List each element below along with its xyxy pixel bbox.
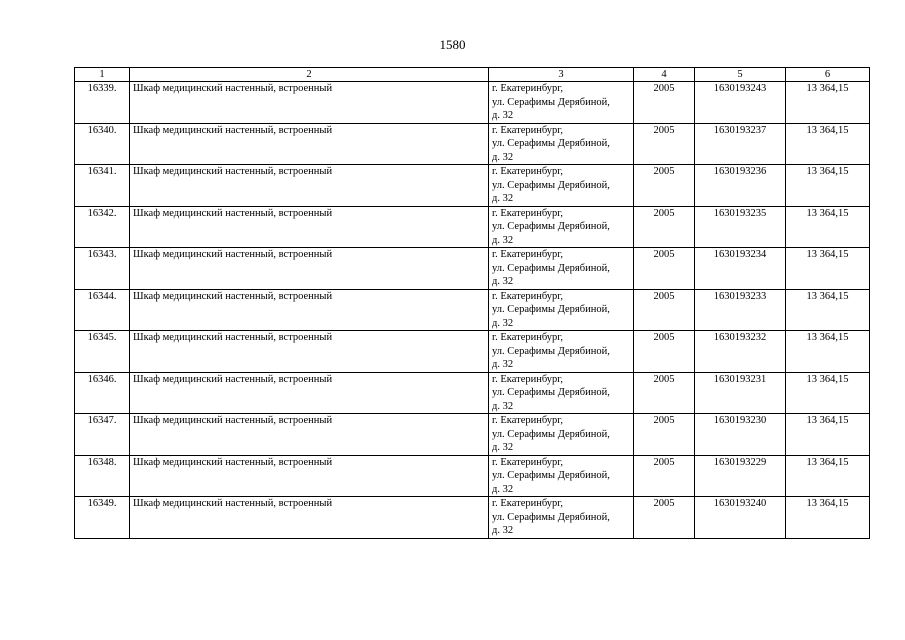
item-name: Шкаф медицинский настенный, встроенный xyxy=(130,289,489,331)
address-building: д. 32 xyxy=(492,234,514,246)
row-number: 16345. xyxy=(75,331,130,373)
item-year: 2005 xyxy=(634,289,695,331)
item-cost: 13 364,15 xyxy=(786,82,870,124)
item-address xyxy=(489,372,634,414)
column-header-address: 3 xyxy=(489,68,634,82)
row-number: 16349. xyxy=(75,497,130,539)
inventory-number: 1630193231 xyxy=(695,372,786,414)
item-year: 2005 xyxy=(634,248,695,290)
address-city: г. Екатеринбург, xyxy=(492,207,564,219)
item-address xyxy=(489,165,634,207)
address-street: ул. Серафимы Дерябиной, xyxy=(492,428,610,440)
item-name: Шкаф медицинский настенный, встроенный xyxy=(130,248,489,290)
row-number: 16346. xyxy=(75,372,130,414)
table-header-row xyxy=(75,68,870,82)
item-cost: 13 364,15 xyxy=(786,165,870,207)
item-year: 2005 xyxy=(634,165,695,207)
address-building: д. 32 xyxy=(492,442,514,453)
item-name: Шкаф медицинский настенный, встроенный xyxy=(130,82,489,124)
address-city: г. Екатеринбург, xyxy=(492,290,564,302)
address-city: г. Екатеринбург, xyxy=(492,166,564,177)
address-city: г. Екатеринбург, xyxy=(492,415,564,426)
inventory-number: 1630193237 xyxy=(695,123,786,165)
item-address xyxy=(489,289,634,331)
inventory-number: 1630193232 xyxy=(695,331,786,373)
column-header-year: 4 xyxy=(634,68,695,82)
address-building: д. 32 xyxy=(492,400,514,412)
table-row xyxy=(75,206,870,248)
address-building: д. 32 xyxy=(492,525,514,536)
table-row xyxy=(75,372,870,414)
address-street: ул. Серафимы Дерябиной, xyxy=(492,262,610,274)
item-address xyxy=(489,414,634,456)
inventory-number: 1630193243 xyxy=(695,82,786,124)
address-city: г. Екатеринбург, xyxy=(492,332,564,343)
column-header-number: 1 xyxy=(75,68,130,82)
item-year: 2005 xyxy=(634,206,695,248)
address-street: ул. Серафимы Дерябиной, xyxy=(492,221,610,232)
table-row xyxy=(75,123,870,165)
item-cost: 13 364,15 xyxy=(786,372,870,414)
table-row xyxy=(75,165,870,207)
address-building: д. 32 xyxy=(492,359,514,370)
item-name: Шкаф медицинский настенный, встроенный xyxy=(130,414,489,456)
item-cost: 13 364,15 xyxy=(786,331,870,373)
inventory-number: 1630193230 xyxy=(695,414,786,456)
page-number: 1580 xyxy=(439,37,466,52)
address-street: ул. Серафимы Дерябиной, xyxy=(492,387,610,398)
address-street: ул. Серафимы Дерябиной, xyxy=(492,138,610,149)
item-year: 2005 xyxy=(634,331,695,373)
table-row xyxy=(75,289,870,331)
inventory-number: 1630193236 xyxy=(695,165,786,207)
item-cost: 13 364,15 xyxy=(786,123,870,165)
item-cost: 13 364,15 xyxy=(786,497,870,539)
item-year: 2005 xyxy=(634,497,695,539)
row-number: 16342. xyxy=(75,206,130,248)
address-street: ул. Серафимы Дерябиной, xyxy=(492,470,610,481)
inventory-number: 1630193233 xyxy=(695,289,786,331)
item-address xyxy=(489,123,634,165)
inventory-number: 1630193234 xyxy=(695,248,786,290)
item-cost: 13 364,15 xyxy=(786,289,870,331)
item-address xyxy=(489,206,634,248)
item-name: Шкаф медицинский настенный, встроенный xyxy=(130,165,489,207)
row-number: 16341. xyxy=(75,165,130,207)
column-header-name: 2 xyxy=(130,68,489,82)
address-city: г. Екатеринбург, xyxy=(492,83,564,94)
item-name: Шкаф медицинский настенный, встроенный xyxy=(130,497,489,539)
row-number: 16343. xyxy=(75,248,130,290)
item-name: Шкаф медицинский настенный, встроенный xyxy=(130,455,489,497)
table-row xyxy=(75,455,870,497)
item-address xyxy=(489,331,634,373)
address-building: д. 32 xyxy=(492,193,514,204)
address-street: ул. Серафимы Дерябиной, xyxy=(492,179,610,191)
address-city: г. Екатеринбург, xyxy=(492,373,564,385)
row-number: 16348. xyxy=(75,455,130,497)
item-year: 2005 xyxy=(634,82,695,124)
item-year: 2005 xyxy=(634,123,695,165)
address-street: ул. Серафимы Дерябиной, xyxy=(492,304,610,315)
item-year: 2005 xyxy=(634,455,695,497)
address-street: ул. Серафимы Дерябиной, xyxy=(492,96,610,108)
address-street: ул. Серафимы Дерябиной, xyxy=(492,345,610,357)
address-building: д. 32 xyxy=(492,276,514,287)
address-city: г. Екатеринбург, xyxy=(492,124,564,136)
table-row xyxy=(75,331,870,373)
address-building: д. 32 xyxy=(492,110,514,121)
inventory-number: 1630193235 xyxy=(695,206,786,248)
item-year: 2005 xyxy=(634,414,695,456)
property-registry-table xyxy=(74,67,870,539)
address-building: д. 32 xyxy=(492,151,514,163)
address-building: д. 32 xyxy=(492,317,514,329)
row-number: 16339. xyxy=(75,82,130,124)
item-address xyxy=(489,82,634,124)
row-number: 16347. xyxy=(75,414,130,456)
item-cost: 13 364,15 xyxy=(786,206,870,248)
item-name: Шкаф медицинский настенный, встроенный xyxy=(130,331,489,373)
address-city: г. Екатеринбург, xyxy=(492,498,564,509)
item-name: Шкаф медицинский настенный, встроенный xyxy=(130,206,489,248)
address-building: д. 32 xyxy=(492,483,514,495)
table-row xyxy=(75,82,870,124)
item-cost: 13 364,15 xyxy=(786,248,870,290)
table-row xyxy=(75,248,870,290)
item-address xyxy=(489,497,634,539)
item-cost: 13 364,15 xyxy=(786,455,870,497)
item-address xyxy=(489,248,634,290)
item-name: Шкаф медицинский настенный, встроенный xyxy=(130,372,489,414)
address-city: г. Екатеринбург, xyxy=(492,249,564,260)
inventory-number: 1630193229 xyxy=(695,455,786,497)
address-street: ул. Серафимы Дерябиной, xyxy=(492,511,610,523)
item-year: 2005 xyxy=(634,372,695,414)
row-number: 16340. xyxy=(75,123,130,165)
item-name: Шкаф медицинский настенный, встроенный xyxy=(130,123,489,165)
column-header-inventory: 5 xyxy=(695,68,786,82)
item-address xyxy=(489,455,634,497)
item-cost: 13 364,15 xyxy=(786,414,870,456)
column-header-cost: 6 xyxy=(786,68,870,82)
address-city: г. Екатеринбург, xyxy=(492,456,564,468)
table-row xyxy=(75,497,870,539)
row-number: 16344. xyxy=(75,289,130,331)
table-row xyxy=(75,414,870,456)
inventory-number: 1630193240 xyxy=(695,497,786,539)
